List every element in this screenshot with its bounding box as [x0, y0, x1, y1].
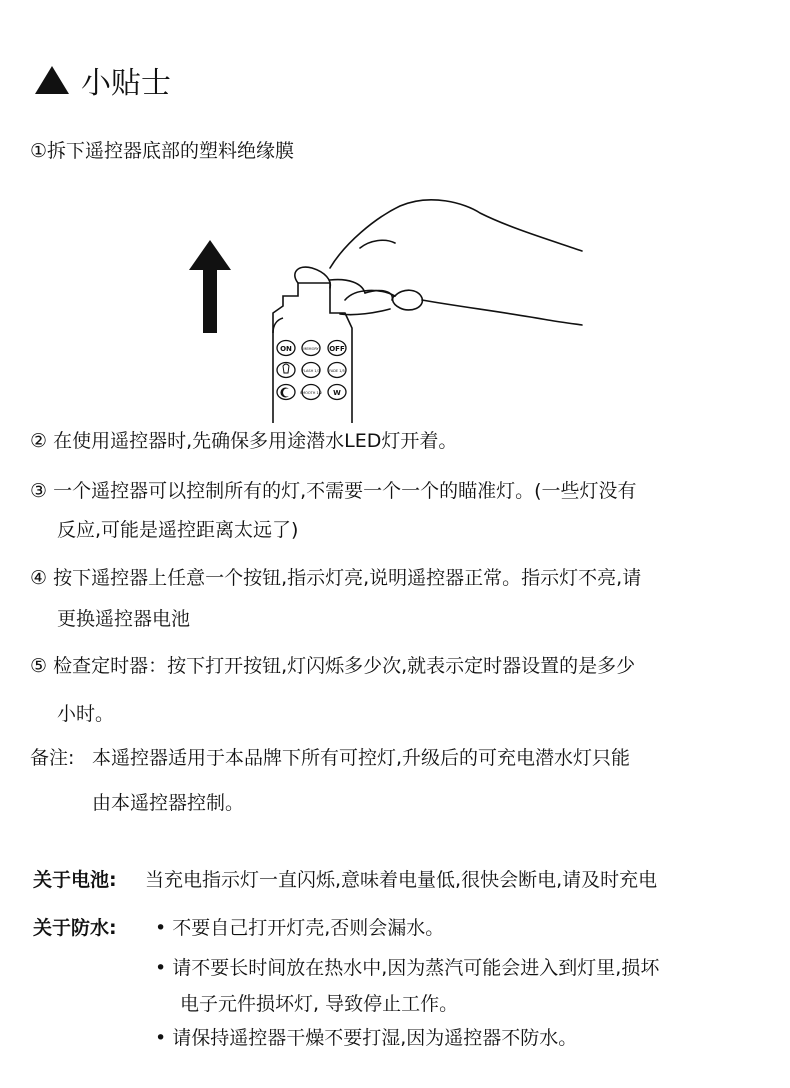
- remote-label-memory: MEMORY: [303, 347, 319, 351]
- remote-bulb-button: [277, 363, 295, 378]
- waterproof-item-3: [155, 1026, 577, 1050]
- remote-label-fade: FADE 1/5: [329, 369, 345, 373]
- remote-label-on: ON: [280, 345, 292, 353]
- step-3-number: ③: [30, 480, 48, 502]
- bullet-icon: •: [155, 917, 167, 939]
- step-3-line-2: 反应,可能是遥控距离太远了): [57, 519, 299, 541]
- step-2-text: 在使用遥控器时,先确保多用途潜水LED灯开着。: [47, 430, 458, 452]
- remote-label-w: W: [333, 389, 341, 397]
- waterproof-item-2-line-1: 请不要长时间放在热水中,因为蒸汽可能会进入到灯里,损坏: [172, 957, 660, 979]
- remote-illustration: [180, 188, 600, 423]
- step-4-number: ④: [30, 567, 48, 589]
- step-4: [30, 566, 641, 590]
- waterproof-item-2-line-2: 电子元件损坏灯, 导致停止工作。: [180, 993, 459, 1015]
- bullet-icon: •: [155, 1027, 167, 1049]
- waterproof-item-3-text: 请保持遥控器干燥不要打湿,因为遥控器不防水。: [172, 1027, 578, 1049]
- step-4-line-2: 更换遥控器电池: [57, 608, 191, 630]
- battery-text: 当充电指示灯一直闪烁,意味着电量低,很快会断电,请及时充电: [145, 869, 658, 891]
- remote-label-smooth: SMOOTH 1/2: [299, 391, 323, 395]
- step-1: ①拆下遥控器底部的塑料绝缘膜: [30, 140, 295, 162]
- step-3: [30, 479, 637, 503]
- step-2-number: ②: [30, 430, 48, 452]
- waterproof-item-1-text: 不要自己打开灯壳,否则会漏水。: [172, 917, 445, 939]
- note: [30, 746, 74, 770]
- step-5-line-1: 检查定时器：按下打开按钮,灯闪烁多少次,就表示定时器设置的是多少: [47, 655, 636, 677]
- waterproof-label: 关于防水:: [33, 917, 117, 939]
- step-3-line-1: 一个遥控器可以控制所有的灯,不需要一个一个的瞄准灯。(一些灯没有: [47, 480, 637, 502]
- tips-header: [33, 58, 171, 102]
- warning-triangle-icon: [33, 64, 71, 96]
- step-5-number: ⑤: [30, 655, 48, 677]
- page-title: 小贴士: [81, 66, 171, 101]
- note-line-1: 本遥控器适用于本品牌下所有可控灯,升级后的可充电潜水灯只能: [92, 747, 631, 769]
- waterproof-item-1: [155, 916, 444, 940]
- hand-icon: [295, 200, 582, 325]
- remote-label-flash: FLASH 1/3: [301, 369, 321, 373]
- step-5-line-2: 小时。: [57, 703, 115, 725]
- step-2: [30, 429, 457, 453]
- note-line-2: 由本遥控器控制。: [92, 792, 245, 814]
- remote-control: [273, 283, 352, 423]
- note-label: 备注:: [30, 747, 75, 769]
- bullet-icon: •: [155, 957, 167, 979]
- remote-label-off: OFF: [329, 345, 345, 353]
- battery-label: 关于电池:: [33, 869, 117, 891]
- bulb-icon: [283, 364, 289, 373]
- up-arrow-icon: [189, 240, 231, 333]
- moon-icon: [280, 388, 289, 398]
- step-5: [30, 654, 635, 678]
- waterproof-item-2: [155, 956, 659, 980]
- step-4-line-1: 按下遥控器上任意一个按钮,指示灯亮,说明遥控器正常。指示灯不亮,请: [47, 567, 642, 589]
